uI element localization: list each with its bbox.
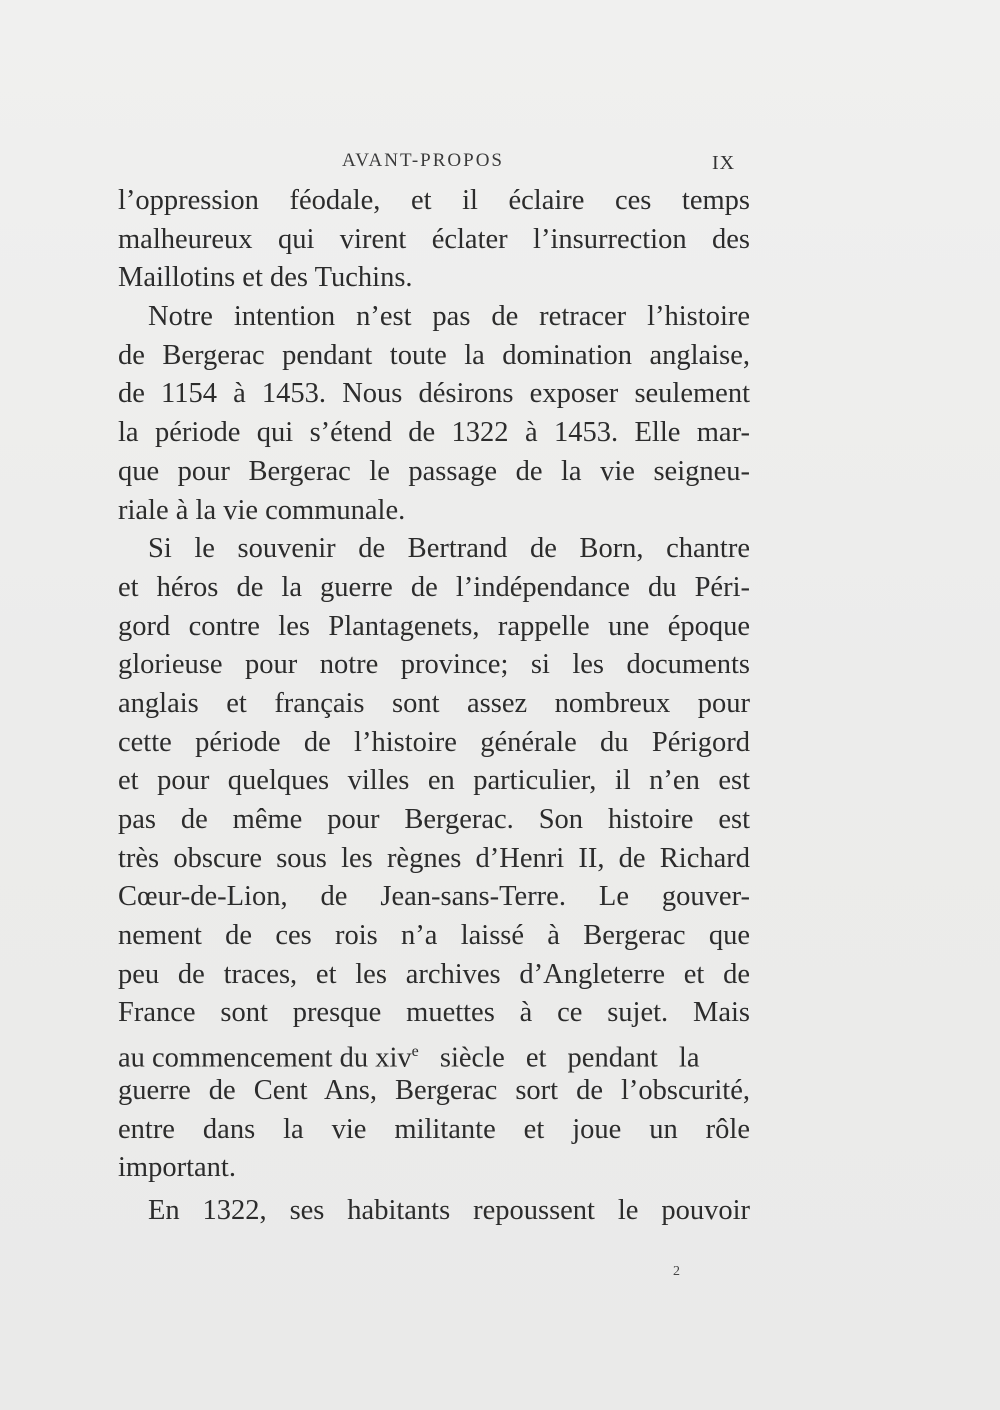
text-line: peu de traces, et les archives d’Angleterre et de (118, 958, 750, 990)
text-line: et pour quelques villes en particulier, il n’en est (118, 765, 750, 797)
text-line: pas de même pour Bergerac. Son histoire est (118, 804, 750, 835)
text-line: Cœur-de-Lion, de Jean-sans-Terre. Le gouver- (118, 881, 750, 913)
page-number-roman: IX (712, 152, 736, 174)
text-line: la période qui s’étend de 1322 à 1453. Elle mar- (118, 417, 750, 449)
text-line: important. (118, 1152, 236, 1184)
text-line: très obscure sous les règnes d’Henri II, de Richard (118, 842, 750, 874)
text-line: gord contre les Plantagenets, rappelle une époque (118, 610, 750, 642)
text-line: nement de ces rois n’a laissé à Bergerac que (118, 920, 750, 952)
running-title: AVANT-PROPOS (342, 150, 504, 171)
text-line: En 1322, ses habitants repoussent le pouvoir (148, 1194, 750, 1226)
text-line: et héros de la guerre de l’indépendance du Péri- (118, 571, 750, 603)
text-line-with-superscript (118, 1033, 750, 1072)
text-line: riale à la vie communale. (118, 494, 406, 526)
text-fragment: siècle et pendant la (418, 1042, 700, 1074)
text-line: entre dans la vie militante et joue un rôle (118, 1113, 750, 1145)
text-line: Maillotins et des Tuchins. (118, 262, 413, 294)
text-line: Si le souvenir de Bertrand de Born, chantre (148, 533, 750, 565)
text-line: l’oppression féodale, et il éclaire ces temps (118, 185, 750, 216)
text-fragment: au commencement du xiv (118, 1042, 412, 1074)
body-text (118, 182, 750, 1231)
text-line: Notre intention n’est pas de retracer l’histoire (148, 301, 750, 333)
text-line: anglais et français sont assez nombreux pour (118, 687, 750, 719)
text-line: que pour Bergerac le passage de la vie seigneu- (118, 455, 750, 487)
ordinal-superscript: e (411, 1043, 419, 1061)
text-line: de Bergerac pendant toute la domination anglaise, (118, 339, 750, 371)
text-line: France sont presque muettes à ce sujet. Mais (118, 997, 750, 1029)
text-line: guerre de Cent Ans, Bergerac sort de l’obscurité, (118, 1074, 750, 1106)
text-line: malheureux qui virent éclater l’insurrection des (118, 223, 750, 255)
text-line: cette période de l’histoire générale du Périgord (118, 726, 750, 758)
signature-mark: 2 (673, 1264, 680, 1279)
text-line: glorieuse pour notre province; si les documents (118, 649, 750, 681)
text-line: de 1154 à 1453. Nous désirons exposer seulement (118, 378, 750, 410)
